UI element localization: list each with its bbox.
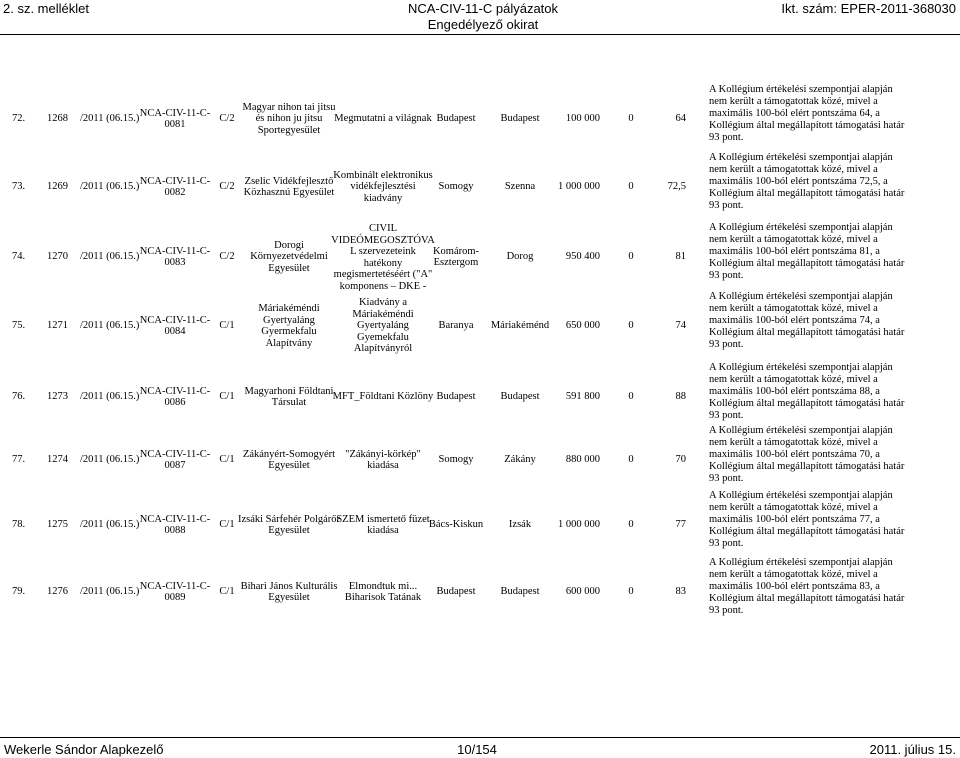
cell-num: 74. (12, 251, 26, 263)
cell-id: 1274 (47, 454, 68, 466)
cell-project (334, 113, 431, 125)
cell-num: 78. (12, 519, 26, 531)
cell-zero: 0 (628, 519, 634, 531)
cell-line: Biharisok Tatának (344, 592, 422, 603)
remark-line: maximális 100-ból elért pontszáma 83, a (709, 581, 880, 592)
cell-line: Budapest (436, 391, 476, 403)
cell-score: 64 (675, 113, 686, 125)
cell-line: 0087 (164, 460, 186, 471)
cell-date: /2011 (06.15.) (80, 391, 140, 403)
cell-id: 1269 (47, 181, 68, 193)
cell-line: Kombinált elektronikus (333, 169, 433, 181)
cell-cat: C/1 (219, 586, 235, 598)
cell-line: Gyertyaláng (263, 314, 315, 326)
cell-line: Gyermekfalu (261, 326, 317, 337)
cell-line: és nihon ju jitsu (255, 113, 323, 125)
cell-line: NCA-CIV-11-C- (139, 245, 211, 257)
cell-amount: 950 400 (565, 251, 600, 263)
remark-line: 93 pont. (709, 132, 744, 143)
cell-county (433, 246, 479, 269)
cell-line: NCA-CIV-11-C- (139, 448, 211, 460)
cell-score: 77 (675, 519, 686, 531)
cell-line: SZEM ismertető füzet (336, 513, 430, 525)
footer-divider (0, 737, 960, 738)
cell-id: 1271 (47, 320, 68, 332)
cell-num: 77. (12, 454, 26, 466)
remark-line: 93 pont. (709, 270, 744, 281)
cell-date: /2011 (06.15.) (80, 586, 140, 598)
cell-town: Izsák (508, 519, 532, 531)
cell-town: Máriakéménd (490, 320, 550, 332)
remark-line: A Kollégium értékelési szempontjai alapján (709, 84, 893, 95)
cell-line: Magyar nihon tai jitsu (242, 101, 336, 113)
cell-line: kiadvány (363, 192, 403, 204)
remark-line: 93 pont. (709, 473, 744, 484)
cell-num: 79. (12, 586, 26, 598)
cell-line: 0088 (164, 525, 186, 536)
remark-line: nem került a támogatottak közé, mivel a (709, 437, 878, 448)
cell-cat: C/1 (219, 320, 235, 332)
cell-line: Egyesület (268, 525, 310, 536)
cell-line: Esztergom (433, 257, 479, 268)
remark-line: Kollégium által megállapított támogatási határ (709, 258, 905, 269)
cell-line: NCA-CIV-11-C- (139, 175, 211, 187)
cell-cat: C/2 (219, 181, 235, 193)
cell-amount: 100 000 (565, 113, 600, 125)
remark-line: maximális 100-ból elért pontszáma 74, a (709, 315, 880, 326)
cell-score: 72,5 (667, 181, 686, 193)
cell-zero: 0 (628, 251, 634, 263)
cell-line: Sportegyesület (257, 124, 321, 136)
cell-line: Zákányért-Somogyért (242, 448, 336, 460)
cell-line: vidékfejlesztési (350, 181, 416, 193)
header-subtitle: Engedélyező okirat (427, 17, 539, 32)
cell-line: Komárom- (432, 245, 480, 257)
cell-line: megismertetéséért ("A" (333, 269, 433, 280)
cell-line: Gyertyaláng (357, 320, 409, 332)
cell-amount: 600 000 (565, 586, 600, 598)
cell-zero: 0 (628, 586, 634, 598)
cell-line: hatékony (363, 257, 403, 269)
cell-town: Dorog (506, 251, 534, 263)
cell-remark (709, 222, 953, 282)
cell-id: 1275 (47, 519, 68, 531)
cell-county (438, 181, 473, 193)
remark-line: Kollégium által megállapított támogatási határ (709, 461, 905, 472)
cell-line: Budapest (436, 586, 476, 598)
cell-line: 0083 (164, 257, 186, 268)
cell-line: L szervezeteink (350, 246, 416, 257)
cell-line: komponens – DKE - (339, 280, 427, 291)
cell-org (258, 303, 319, 349)
cell-remark (709, 84, 953, 144)
cell-project (336, 514, 429, 537)
cell-line: Alapítványról (353, 343, 413, 355)
cell-line: Máriakéméndi (258, 303, 320, 314)
cell-line: Izsáki Sárfehér Polgárőr (237, 513, 341, 525)
cell-id: 1273 (47, 391, 68, 403)
remark-line: nem került a támogatottak közé, mivel a (709, 96, 878, 107)
remark-line: nem került a támogatottak közé, mivel a (709, 303, 878, 314)
cell-line: NCA-CIV-11-C- (139, 513, 211, 525)
cell-num: 72. (12, 113, 26, 125)
remark-line: maximális 100-ból elért pontszáma 64, a (709, 108, 880, 119)
remark-line: A Kollégium értékelési szempontjai alapján (709, 425, 893, 436)
remark-line: Kollégium által megállapított támogatási határ (709, 398, 905, 409)
header-divider (0, 34, 960, 35)
cell-org (245, 386, 334, 409)
remark-line: nem került a támogatottak közé, mivel a (709, 502, 878, 513)
remark-line: maximális 100-ból elért pontszáma 81, a (709, 246, 880, 257)
remark-line: Kollégium által megállapított támogatási határ (709, 593, 905, 604)
cell-code (140, 246, 210, 269)
cell-amount: 880 000 (565, 454, 600, 466)
cell-county (429, 519, 483, 531)
cell-line: 0081 (164, 119, 186, 130)
cell-amount: 650 000 (565, 320, 600, 332)
cell-project (333, 170, 432, 205)
cell-date: /2011 (06.15.) (80, 113, 140, 125)
cell-zero: 0 (628, 391, 634, 403)
cell-line: Gyemekfalu (357, 331, 409, 343)
footer-left: Wekerle Sándor Alapkezelő (4, 742, 164, 757)
cell-line: Elmondtuk mi... (348, 580, 418, 592)
cell-date: /2011 (06.15.) (80, 519, 140, 531)
remark-line: Kollégium által megállapított támogatási határ (709, 526, 905, 537)
cell-town: Budapest (500, 586, 540, 598)
cell-town: Szenna (504, 181, 536, 193)
cell-num: 76. (12, 391, 26, 403)
cell-project (352, 297, 413, 355)
cell-code (140, 176, 210, 199)
remark-line: nem került a támogatottak közé, mivel a (709, 374, 878, 385)
cell-line: CIVIL (368, 223, 397, 234)
remark-line: maximális 100-ból elért pontszáma 88, a (709, 386, 880, 397)
cell-code (140, 386, 210, 409)
remark-line: A Kollégium értékelési szempontjai alapján (709, 490, 893, 501)
remark-line: Kollégium által megállapított támogatási határ (709, 327, 905, 338)
cell-amount: 1 000 000 (558, 519, 600, 531)
cell-line: VIDEÓMEGOSZTÓVA (331, 234, 435, 246)
remark-line: maximális 100-ból elért pontszáma 72,5, a (709, 176, 888, 187)
cell-cat: C/1 (219, 519, 235, 531)
cell-amount: 591 800 (565, 391, 600, 403)
cell-score: 74 (675, 320, 686, 332)
remark-line: 93 pont. (709, 339, 744, 350)
cell-remark (709, 557, 953, 617)
cell-county (436, 113, 475, 125)
remark-line: nem került a támogatottak közé, mivel a (709, 569, 878, 580)
footer-page-number: 10/154 (457, 742, 497, 757)
cell-county (438, 454, 473, 466)
cell-cat: C/1 (219, 454, 235, 466)
cell-remark (709, 291, 953, 351)
cell-date: /2011 (06.15.) (80, 181, 140, 193)
remark-line: maximális 100-ból elért pontszáma 77, a (709, 514, 880, 525)
cell-remark (709, 362, 953, 422)
remark-line: A Kollégium értékelési szempontjai alapján (709, 557, 893, 568)
cell-town: Budapest (500, 113, 540, 125)
cell-town: Zákány (504, 454, 536, 466)
cell-id: 1270 (47, 251, 68, 263)
cell-amount: 1 000 000 (558, 181, 600, 193)
cell-line: kiadása (367, 525, 399, 536)
remark-line: 93 pont. (709, 538, 744, 549)
header-title: NCA-CIV-11-C pályázatok (407, 1, 559, 16)
cell-line: Társulat (271, 397, 307, 408)
cell-num: 75. (12, 320, 26, 332)
footer-date: 2011. július 15. (869, 742, 956, 757)
cell-org (250, 240, 328, 275)
remark-line: Kollégium által megállapított támogatási határ (709, 120, 905, 131)
cell-line: Közhasznú Egyesület (243, 187, 335, 198)
cell-code (140, 449, 210, 472)
cell-zero: 0 (628, 454, 634, 466)
cell-line: Kiadvány a (358, 297, 408, 309)
cell-line: Somogy (438, 181, 474, 193)
cell-project (333, 391, 434, 403)
cell-line: Baranya (438, 320, 474, 332)
cell-line: Magyarhoni Földtani (244, 385, 334, 397)
cell-line: NCA-CIV-11-C- (139, 580, 211, 592)
cell-line: Egyesület (268, 592, 310, 603)
cell-num: 73. (12, 181, 26, 193)
cell-score: 81 (675, 251, 686, 263)
cell-org (238, 514, 340, 537)
remark-line: A Kollégium értékelési szempontjai alapján (709, 291, 893, 302)
remark-line: A Kollégium értékelési szempontjai alapján (709, 152, 893, 163)
cell-line: Somogy (438, 454, 474, 466)
cell-code (140, 108, 210, 131)
cell-score: 83 (675, 586, 686, 598)
cell-county (436, 586, 475, 598)
cell-line: Alapítvány (265, 337, 313, 349)
cell-line: Egyesület (268, 460, 310, 471)
cell-date: /2011 (06.15.) (80, 251, 140, 263)
remark-line: 93 pont. (709, 605, 744, 616)
cell-cat: C/2 (219, 113, 235, 125)
remark-line: A Kollégium értékelési szempontjai alapján (709, 222, 893, 233)
cell-project (345, 449, 421, 472)
cell-id: 1276 (47, 586, 68, 598)
cell-line: kiadása (367, 460, 399, 471)
cell-score: 88 (675, 391, 686, 403)
cell-line: Bihari János Kulturális (240, 580, 338, 592)
remark-line: nem került a támogatottak közé, mivel a (709, 234, 878, 245)
cell-line: Bács-Kiskun (428, 519, 484, 531)
cell-line: Zselic Vidékfejlesztő (244, 175, 334, 187)
cell-line: Környezetvédelmi (250, 251, 328, 263)
cell-id: 1268 (47, 113, 68, 125)
remark-line: nem került a támogatottak közé, mivel a (709, 164, 878, 175)
cell-code (140, 315, 210, 338)
cell-line: NCA-CIV-11-C- (139, 107, 211, 119)
cell-project (331, 223, 435, 291)
cell-org (243, 449, 335, 472)
header-right: Ikt. szám: EPER-2011-368030 (781, 1, 956, 16)
cell-score: 70 (675, 454, 686, 466)
cell-line: 0089 (164, 592, 186, 603)
cell-line: Dorogi (274, 239, 304, 251)
cell-line: Máriakéméndi (352, 308, 414, 320)
cell-zero: 0 (628, 113, 634, 125)
cell-line: 0086 (164, 397, 186, 408)
cell-remark (709, 490, 953, 550)
remark-line: 93 pont. (709, 410, 744, 421)
cell-cat: C/1 (219, 391, 235, 403)
cell-line: Egyesület (268, 262, 310, 274)
cell-date: /2011 (06.15.) (80, 320, 140, 332)
cell-project (345, 581, 421, 604)
cell-remark (709, 425, 953, 485)
cell-zero: 0 (628, 320, 634, 332)
cell-line: NCA-CIV-11-C- (139, 385, 211, 397)
cell-line: Megmutatni a világnak (334, 113, 432, 125)
cell-cat: C/2 (219, 251, 235, 263)
cell-remark (709, 152, 953, 212)
cell-line: 0084 (164, 326, 186, 337)
cell-org (241, 581, 338, 604)
cell-code (140, 514, 210, 537)
remark-line: 93 pont. (709, 200, 744, 211)
cell-org (244, 176, 335, 199)
cell-county (436, 391, 475, 403)
cell-county (439, 320, 474, 332)
header-left: 2. sz. melléklet (3, 1, 89, 16)
cell-town: Budapest (500, 391, 540, 403)
remark-line: Kollégium által megállapított támogatási határ (709, 188, 905, 199)
cell-line: "Zákányi-körkép" (345, 448, 421, 460)
cell-line: MFT_Földtani Közlöny (332, 391, 434, 403)
cell-date: /2011 (06.15.) (80, 454, 140, 466)
remark-line: maximális 100-ból elért pontszáma 70, a (709, 449, 880, 460)
cell-org (242, 102, 335, 137)
cell-line: Budapest (436, 113, 476, 125)
cell-zero: 0 (628, 181, 634, 193)
cell-line: NCA-CIV-11-C- (139, 314, 211, 326)
cell-code (140, 581, 210, 604)
cell-line: 0082 (164, 187, 186, 198)
remark-line: A Kollégium értékelési szempontjai alapján (709, 362, 893, 373)
